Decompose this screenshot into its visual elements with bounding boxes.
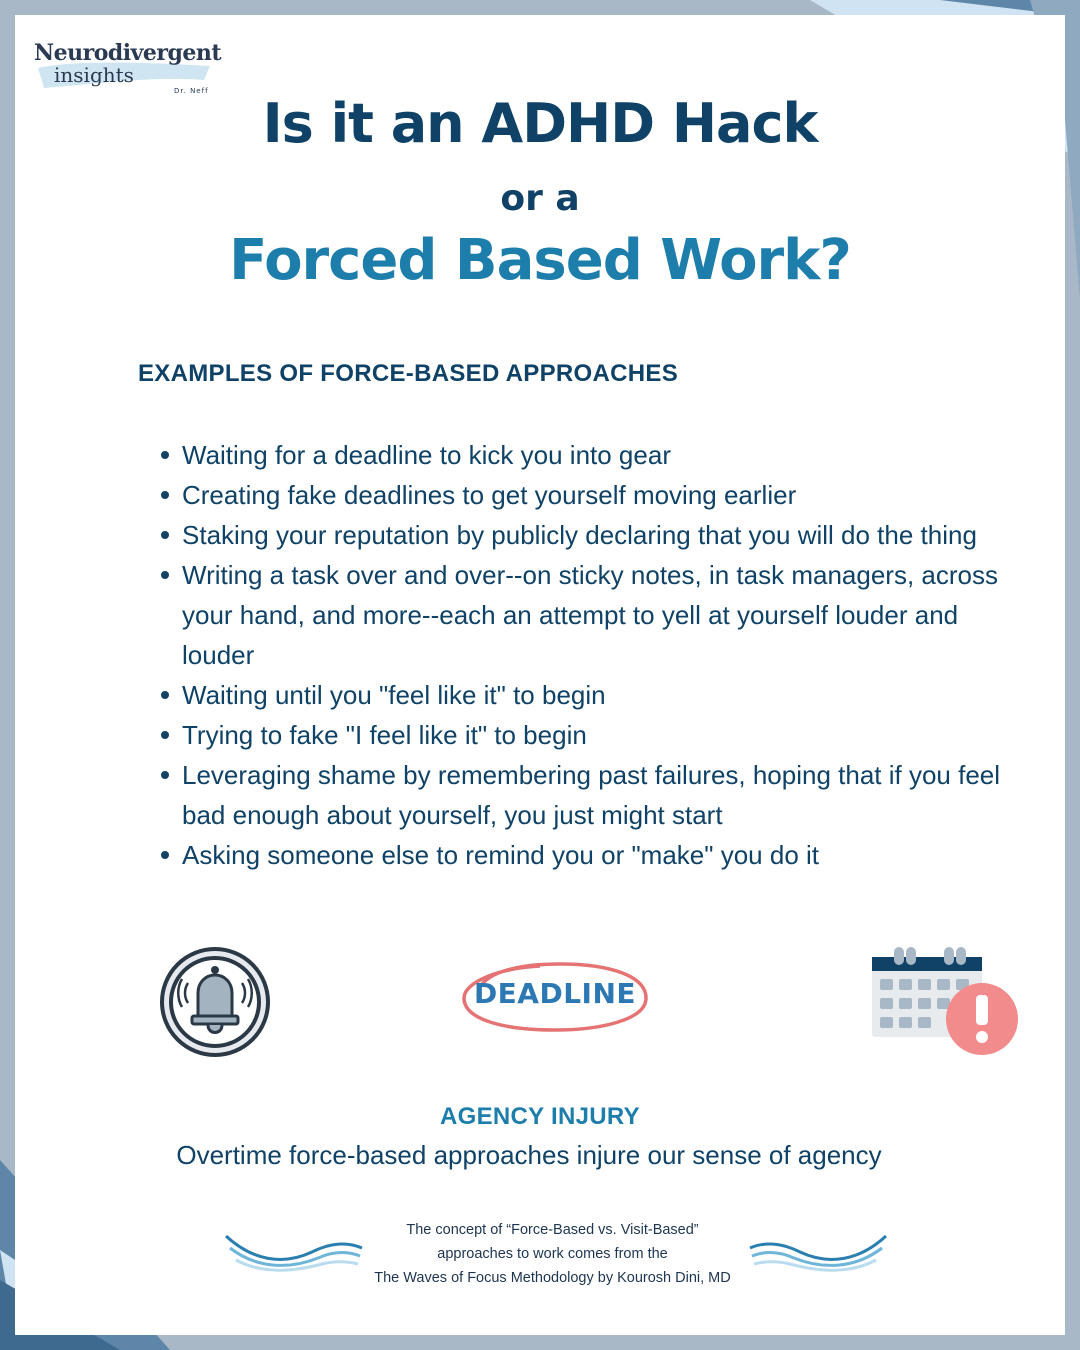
footer-credit bbox=[300, 1218, 805, 1290]
title-line-3: Forced Based Work? bbox=[229, 228, 851, 293]
footer-line-3: The Waves of Focus Methodology by Kourosh Dini, MD bbox=[374, 1270, 731, 1286]
list-item: Asking someone else to remind you or "make" you do it bbox=[182, 835, 1012, 875]
footer-line-1: The concept of “Force-Based vs. Visit-Based” bbox=[406, 1222, 699, 1238]
list-item: Trying to fake "I feel like it" to begin bbox=[182, 715, 1012, 755]
footer-line-2: approaches to work comes from the bbox=[437, 1246, 668, 1262]
list-item: Leveraging shame by remembering past failures, hoping that if you feel bad enough about yourself, you just might start bbox=[182, 755, 1012, 835]
deadline-stamp bbox=[460, 958, 650, 1034]
calendar-alert-icon bbox=[868, 945, 1022, 1057]
list-item: Creating fake deadlines to get yourself moving earlier bbox=[182, 475, 1012, 515]
list-item: Staking your reputation by publicly declaring that you will do the thing bbox=[182, 515, 1012, 555]
examples-list bbox=[182, 435, 1012, 875]
brand-name-line1: Neurodivergent bbox=[34, 40, 222, 66]
list-item: Waiting for a deadline to kick you into gear bbox=[182, 435, 1012, 475]
bell-icon bbox=[158, 945, 272, 1059]
title-line-2: or a bbox=[500, 178, 580, 219]
brand-name-line2: insights bbox=[54, 63, 134, 87]
list-item: Waiting until you "feel like it" to begin bbox=[182, 675, 1012, 715]
brand-signature: Dr. Neff bbox=[174, 87, 209, 95]
deadline-label: DEADLINE bbox=[473, 977, 637, 1010]
agency-heading: AGENCY INJURY bbox=[440, 1103, 640, 1130]
agency-text: Overtime force-based approaches injure our sense of agency bbox=[176, 1140, 882, 1170]
brand-logo bbox=[34, 40, 224, 100]
list-item: Writing a task over and over--on sticky notes, in task managers, across your hand, and more--each an attempt to yell at yourself louder and louder bbox=[182, 555, 1012, 675]
section-heading: EXAMPLES OF FORCE-BASED APPROACHES bbox=[138, 360, 679, 387]
title-line-1: Is it an ADHD Hack bbox=[262, 92, 818, 155]
